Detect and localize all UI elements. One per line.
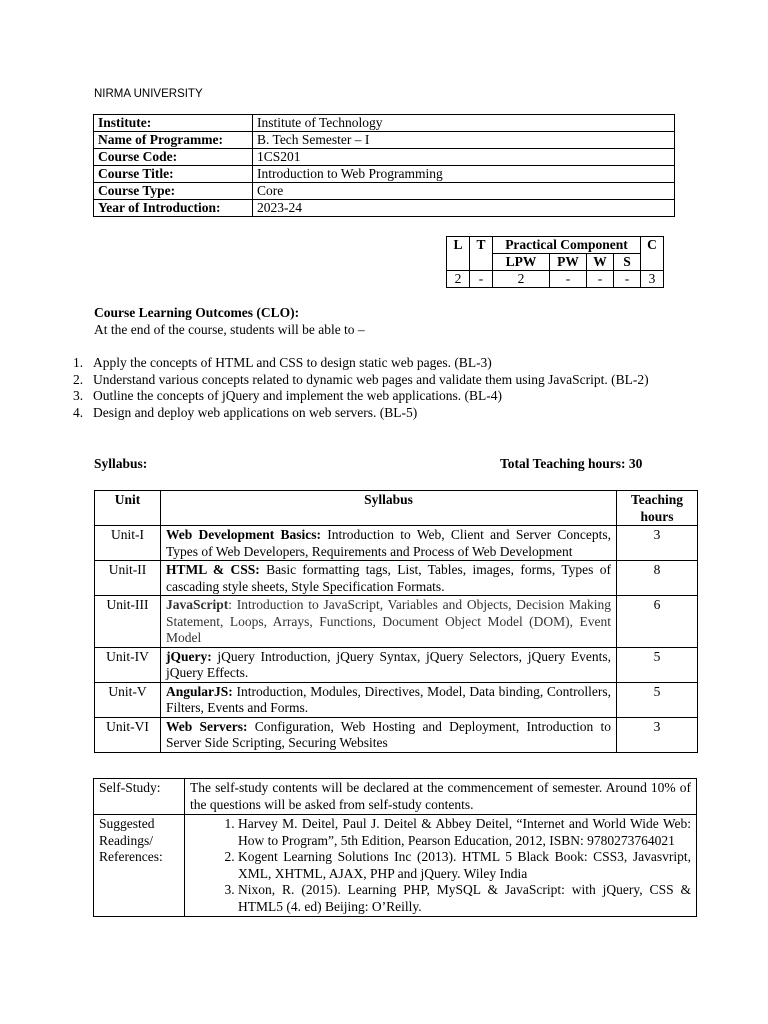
- clo-item: [73, 388, 693, 405]
- info-value: Institute of Technology: [253, 115, 675, 132]
- unit-hours: 8: [617, 561, 698, 596]
- readings-list: [190, 816, 691, 915]
- table-row: [95, 561, 698, 596]
- info-row: [94, 183, 675, 200]
- references-table: [93, 778, 697, 917]
- credit-header-s: S: [614, 254, 641, 271]
- unit-content: [161, 647, 617, 682]
- syllabus-table: [94, 490, 698, 753]
- credit-value-lpw: 2: [493, 271, 550, 288]
- university-name: NIRMA UNIVERSITY: [94, 88, 203, 100]
- clo-number: 3.: [73, 388, 84, 403]
- credit-value-pw: -: [550, 271, 587, 288]
- credit-header-lpw: LPW: [493, 254, 550, 271]
- unit-title: HTML & CSS:: [166, 562, 260, 577]
- info-row: [94, 200, 675, 217]
- clo-item: [73, 371, 693, 389]
- info-value: 2023-24: [253, 200, 675, 217]
- info-label: Year of Introduction:: [94, 200, 253, 217]
- unit-content: [161, 717, 617, 752]
- reading-item: 2. Kogent Learning Solutions Inc (2013). HTML 5 Black Book: CSS3, Javasvript, XML, XHTML, AJAX, PHP and jQuery. Wiley India: [238, 849, 691, 882]
- table-row: [95, 526, 698, 561]
- unit-text: : Introduction to JavaScript, Variables and Objects, Decision Making Statement, Loops, Arrays, Functions, Document Object Model (DOM), Event Model: [166, 597, 611, 645]
- credit-value-c: 3: [641, 271, 664, 288]
- unit-name: Unit-IV: [95, 647, 161, 682]
- reading-item: 1. Harvey M. Deitel, Paul J. Deitel & Abbey Deitel, “Internet and World Wide Web: How to Program”, 5th Edition, Pearson Education, 2012, ISBN: 9780273764021: [238, 816, 691, 849]
- clo-text: Apply the concepts of HTML and CSS to design static web pages. (BL-3): [93, 355, 492, 370]
- unit-content: [161, 682, 617, 717]
- unit-name: Unit-II: [95, 561, 161, 596]
- clo-number: 2.: [73, 371, 84, 387]
- info-value: 1CS201: [253, 149, 675, 166]
- unit-hours: 5: [617, 647, 698, 682]
- clo-text: Understand various concepts related to dynamic web pages and validate them using JavaScript. (BL-2): [93, 371, 649, 387]
- credit-value-w: -: [587, 271, 614, 288]
- unit-text: jQuery Introduction, jQuery Syntax, jQuery Selectors, jQuery Events, jQuery Effects.: [166, 648, 611, 680]
- clo-intro: At the end of the course, students will be able to –: [94, 322, 365, 337]
- syllabus-col-unit: Unit: [95, 491, 161, 526]
- clo-text: Outline the concepts of jQuery and implement the web applications. (BL-4): [93, 388, 503, 403]
- unit-content: [161, 526, 617, 561]
- clo-number: 1.: [73, 355, 84, 370]
- credit-header-practical: Practical Component: [493, 237, 641, 254]
- unit-title: Web Development Basics:: [166, 527, 322, 542]
- unit-text: Basic formatting tags, List, Tables, images, forms, Types of cascading style sheets, Style Specification Formats.: [166, 562, 612, 594]
- info-row: [94, 166, 675, 183]
- info-value: Introduction to Web Programming: [253, 166, 675, 183]
- unit-title: AngularJS:: [166, 683, 233, 699]
- unit-hours: 6: [617, 596, 698, 648]
- readings-content: [185, 815, 697, 917]
- table-row: [94, 815, 697, 917]
- unit-text: Introduction to Web, Client and Server Concepts, Types of Web Developers, Requirements and Process of Web Development: [166, 527, 611, 559]
- unit-hours: 3: [617, 526, 698, 561]
- clo-item: [73, 404, 693, 422]
- credit-value-l: 2: [447, 271, 470, 288]
- credit-header-l: L: [447, 237, 470, 271]
- syllabus-col-syllabus: Syllabus: [161, 491, 617, 526]
- info-value: Core: [253, 183, 675, 200]
- unit-title: JavaScript: [166, 597, 229, 612]
- unit-hours: 5: [617, 682, 698, 717]
- info-row: [94, 115, 675, 132]
- table-row: [95, 717, 698, 752]
- info-label: Name of Programme:: [94, 132, 253, 149]
- unit-content: [161, 596, 617, 648]
- syllabus-col-hours: Teaching hours: [617, 491, 698, 526]
- table-row: [95, 647, 698, 682]
- credits-table: [446, 236, 664, 288]
- total-teaching-hours: Total Teaching hours: 30: [500, 456, 643, 471]
- unit-name: Unit-V: [95, 682, 161, 717]
- clo-item: [73, 355, 693, 372]
- unit-content: [161, 561, 617, 596]
- table-row: [94, 779, 697, 815]
- unit-title: Web Servers:: [166, 718, 248, 734]
- unit-name: Unit-III: [95, 596, 161, 648]
- unit-text: Introduction, Modules, Directives, Model, Data binding, Controllers, Filters, Events and Forms.: [166, 683, 611, 715]
- course-info-table: [93, 114, 675, 217]
- table-row: [95, 682, 698, 717]
- credit-header-c: C: [641, 237, 664, 271]
- unit-name: Unit-I: [95, 526, 161, 561]
- readings-label: Suggested Readings/ References:: [94, 815, 185, 917]
- info-label: Institute:: [94, 115, 253, 132]
- credit-header-w: W: [587, 254, 614, 271]
- unit-hours: 3: [617, 717, 698, 752]
- clo-list: [73, 355, 693, 421]
- reading-item: 3. Nixon, R. (2015). Learning PHP, MySQL & JavaScript: with jQuery, CSS & HTML5 (4. ed) Beijing: O’Reilly.: [238, 882, 691, 915]
- credit-value-s: -: [614, 271, 641, 288]
- clo-heading: Course Learning Outcomes (CLO):: [94, 305, 300, 320]
- info-value: B. Tech Semester – I: [253, 132, 675, 149]
- credit-header-pw: PW: [550, 254, 587, 271]
- info-row: [94, 149, 675, 166]
- info-label: Course Title:: [94, 166, 253, 183]
- credit-header-t: T: [470, 237, 493, 271]
- self-study-text: The self-study contents will be declared at the commencement of semester. Around 10% of the questions will be asked from self-study contents.: [185, 779, 697, 815]
- clo-number: 4.: [73, 404, 84, 420]
- table-row: [95, 596, 698, 648]
- unit-text: Configuration, Web Hosting and Deployment, Introduction to Server Side Scripting, Securing Websites: [166, 718, 611, 750]
- info-row: [94, 132, 675, 149]
- unit-title: jQuery:: [166, 648, 212, 664]
- clo-text: Design and deploy web applications on web servers. (BL-5): [93, 404, 418, 420]
- credit-value-t: -: [470, 271, 493, 288]
- self-study-label: Self-Study:: [94, 779, 185, 815]
- info-label: Course Type:: [94, 183, 253, 200]
- info-label: Course Code:: [94, 149, 253, 166]
- syllabus-heading: Syllabus:: [94, 456, 148, 471]
- unit-name: Unit-VI: [95, 717, 161, 752]
